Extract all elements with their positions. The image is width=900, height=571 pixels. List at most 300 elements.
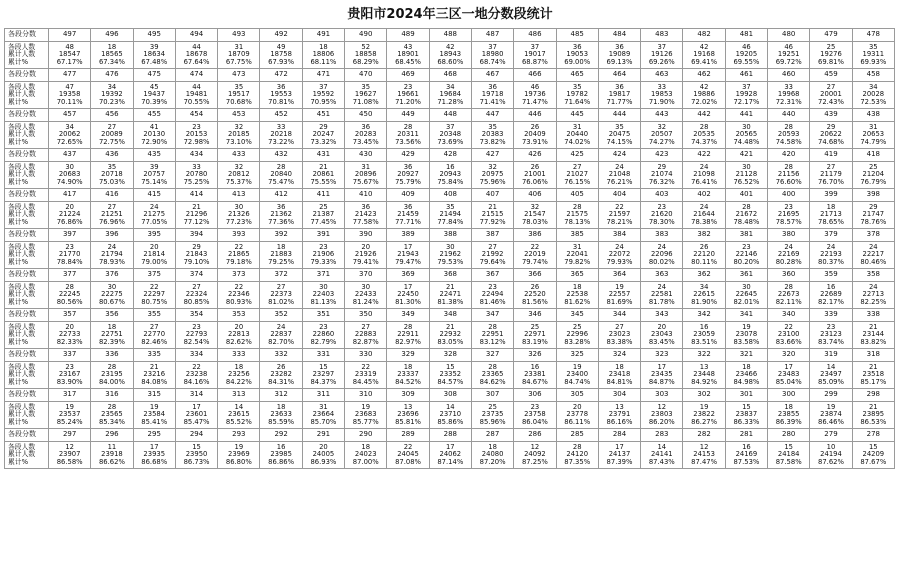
percent-value: 85.86% <box>437 417 464 426</box>
score-cell: 402 <box>683 189 725 202</box>
percent-value: 87.67% <box>860 457 887 466</box>
data-cell <box>514 122 556 149</box>
score-cell: 386 <box>514 229 556 242</box>
percent-value: 77.12% <box>183 217 210 226</box>
data-cell <box>471 362 513 389</box>
data-cell <box>768 162 810 189</box>
cumulative-value: 22932 <box>439 330 462 339</box>
score-cell: 314 <box>175 389 217 402</box>
score-cell: 327 <box>471 349 513 362</box>
score-cell: 480 <box>768 29 810 42</box>
cumulative-value: 23365 <box>481 370 504 379</box>
cumulative-value: 19358 <box>58 90 81 99</box>
percent-value: 74.68% <box>818 137 844 146</box>
data-cell <box>471 322 513 349</box>
percent-value: 73.82% <box>479 137 506 146</box>
data-cell <box>556 162 598 189</box>
count-value: 18 <box>742 362 751 371</box>
percent-value: 87.25% <box>521 457 548 466</box>
cumulative-value: 24169 <box>735 450 758 459</box>
score-cell: 473 <box>218 69 260 82</box>
score-cell: 425 <box>556 149 598 162</box>
percent-value: 77.36% <box>268 217 295 226</box>
count-value: 21 <box>868 322 878 331</box>
count-value: 17 <box>192 402 201 411</box>
data-cell <box>598 42 640 69</box>
score-cell: 352 <box>260 309 302 322</box>
percent-value: 79.47% <box>395 257 421 266</box>
count-value: 27 <box>361 322 371 331</box>
count-value: 19 <box>826 402 836 411</box>
percent-value: 71.64% <box>564 97 591 106</box>
percent-value: 84.52% <box>395 377 421 386</box>
cumulative-value: 19205 <box>735 50 758 59</box>
score-cell: 421 <box>725 149 767 162</box>
percent-value: 79.53% <box>437 257 464 266</box>
cumulative-value: 20861 <box>312 170 335 179</box>
cumulative-value: 21926 <box>354 250 377 259</box>
cumulative-value: 21098 <box>693 170 715 179</box>
count-value: 29 <box>319 122 328 131</box>
percent-value: 75.84% <box>437 177 464 186</box>
cumulative-value: 20185 <box>228 130 250 139</box>
cumulative-value: 20718 <box>101 170 123 179</box>
data-row <box>5 322 895 349</box>
percent-value: 82.33% <box>56 337 83 346</box>
cumulative-value: 23466 <box>735 370 758 379</box>
count-value: 27 <box>615 322 624 331</box>
percent-value: 84.22% <box>225 377 252 386</box>
data-cell <box>852 362 894 389</box>
cumulative-value: 22793 <box>185 330 208 339</box>
cumulative-value: 20028 <box>862 90 885 99</box>
score-cell: 492 <box>260 29 302 42</box>
percent-value: 84.31% <box>268 377 295 386</box>
percent-value: 85.47% <box>183 417 210 426</box>
data-cell <box>556 442 598 469</box>
score-cell: 335 <box>133 349 175 362</box>
count-value: 28 <box>742 202 751 211</box>
cumulative-value: 20153 <box>185 130 208 139</box>
cumulative-value: 23497 <box>820 370 842 379</box>
count-value: 35 <box>445 202 455 211</box>
cumulative-value: 21001 <box>524 170 546 179</box>
percent-value: 70.68% <box>225 97 252 106</box>
percent-value: 69.93% <box>860 57 887 66</box>
cumulative-value: 21794 <box>101 250 123 259</box>
percent-value: 84.16% <box>183 377 210 386</box>
data-cell <box>175 242 217 269</box>
count-value: 35 <box>868 42 878 51</box>
data-cell <box>218 202 260 229</box>
percent-value: 69.26% <box>648 57 675 66</box>
cumulative-value: 23710 <box>439 410 462 419</box>
data-cell <box>218 242 260 269</box>
score-cell: 308 <box>429 389 471 402</box>
count-value: 32 <box>488 162 497 171</box>
count-value: 15 <box>784 442 794 451</box>
percent-value: 78.57% <box>775 217 802 226</box>
count-label: 各段人数 <box>8 122 36 131</box>
data-cell <box>429 402 471 429</box>
count-value: 20 <box>65 322 74 331</box>
cumulative-value: 18565 <box>101 50 123 59</box>
data-cell <box>133 322 175 349</box>
data-cell <box>514 242 556 269</box>
count-value: 42 <box>699 42 709 51</box>
cumulative-value: 22996 <box>566 330 589 339</box>
percent-value: 80.67% <box>98 297 125 306</box>
cumulative-value: 21362 <box>270 210 292 219</box>
cumulative-value: 23078 <box>735 330 758 339</box>
data-cell <box>49 202 91 229</box>
score-cell: 358 <box>852 269 894 282</box>
data-cell <box>302 322 344 349</box>
percent-value: 85.09% <box>818 377 844 386</box>
cumulative-value: 23381 <box>524 370 546 379</box>
cumulative-value: 21713 <box>820 210 842 219</box>
count-value: 18 <box>615 362 624 371</box>
score-row <box>5 109 895 122</box>
cumulative-value: 23803 <box>650 410 673 419</box>
count-value: 21 <box>445 322 455 331</box>
data-cell <box>218 82 260 109</box>
score-cell: 451 <box>302 109 344 122</box>
count-value: 27 <box>107 202 117 211</box>
cumulative-value: 23615 <box>228 410 250 419</box>
cumulative-value: 20975 <box>481 170 504 179</box>
data-cell <box>260 322 302 349</box>
cumulative-value: 24092 <box>524 450 546 459</box>
data-cell <box>598 282 640 309</box>
score-cell: 298 <box>852 389 894 402</box>
data-cell <box>641 42 683 69</box>
cumulative-value: 22951 <box>481 330 504 339</box>
score-cell: 292 <box>260 429 302 442</box>
cumulative-value: 22120 <box>693 250 715 259</box>
count-value: 28 <box>107 402 117 411</box>
count-value: 24 <box>657 242 667 251</box>
data-cell <box>641 402 683 429</box>
data-cell <box>810 42 852 69</box>
cumulative-value: 23448 <box>693 370 715 379</box>
score-cell: 471 <box>302 69 344 82</box>
data-cell <box>218 282 260 309</box>
score-cell: 324 <box>598 349 640 362</box>
count-value: 37 <box>488 42 497 51</box>
score-label: 各段分数 <box>5 389 49 402</box>
percent-value: 86.20% <box>648 417 675 426</box>
score-cell: 406 <box>514 189 556 202</box>
percent-value: 81.90% <box>691 297 718 306</box>
data-cell <box>514 82 556 109</box>
score-cell: 374 <box>175 269 217 282</box>
score-cell: 279 <box>810 429 852 442</box>
score-cell: 497 <box>49 29 91 42</box>
score-cell: 448 <box>429 109 471 122</box>
data-cell <box>218 42 260 69</box>
cumulative-value: 20440 <box>566 130 589 139</box>
score-cell: 344 <box>598 309 640 322</box>
count-value: 25 <box>868 162 878 171</box>
cumulative-value: 21843 <box>185 250 208 259</box>
count-value: 19 <box>65 402 74 411</box>
data-cell <box>49 282 91 309</box>
score-cell: 481 <box>725 29 767 42</box>
data-cell <box>725 242 767 269</box>
score-cell: 405 <box>556 189 598 202</box>
cumulative-value: 24194 <box>820 450 842 459</box>
score-cell: 427 <box>471 149 513 162</box>
score-cell: 484 <box>598 29 640 42</box>
data-cell <box>852 162 894 189</box>
count-value: 11 <box>107 442 117 451</box>
percent-value: 84.81% <box>606 377 633 386</box>
percent-value: 75.55% <box>310 177 337 186</box>
cumulative-value: 19853 <box>650 90 673 99</box>
score-cell: 307 <box>471 389 513 402</box>
count-value: 17 <box>403 242 413 251</box>
percent-value: 72.17% <box>733 97 760 106</box>
score-cell: 398 <box>852 189 894 202</box>
cumulative-value: 23400 <box>566 370 589 379</box>
percent-value: 67.48% <box>141 57 168 66</box>
data-cell <box>345 42 387 69</box>
score-cell: 493 <box>218 29 260 42</box>
data-cell <box>429 442 471 469</box>
count-label: 各段人数 <box>8 162 36 171</box>
percent-value: 78.13% <box>564 217 591 226</box>
score-cell: 343 <box>641 309 683 322</box>
score-cell: 382 <box>683 229 725 242</box>
cumulative-value: 20535 <box>693 130 715 139</box>
score-cell: 318 <box>852 349 894 362</box>
count-value: 30 <box>742 162 751 171</box>
count-value: 27 <box>107 122 117 131</box>
data-row <box>5 282 895 309</box>
score-cell: 426 <box>514 149 556 162</box>
percent-value: 78.93% <box>98 257 125 266</box>
cumulative-value: 23985 <box>270 450 292 459</box>
data-cell <box>598 242 640 269</box>
data-cell <box>302 82 344 109</box>
cumulative-value: 22713 <box>862 290 885 299</box>
count-value: 17 <box>784 362 794 371</box>
score-cell: 445 <box>556 109 598 122</box>
percent-value: 81.24% <box>352 297 379 306</box>
count-value: 24 <box>107 242 117 251</box>
cumulative-value: 21179 <box>820 170 842 179</box>
count-value: 22 <box>403 442 413 451</box>
count-value: 46 <box>742 42 751 51</box>
cumulative-value: 23791 <box>608 410 631 419</box>
cumulative-value: 22346 <box>228 290 250 299</box>
percent-value: 79.25% <box>268 257 295 266</box>
data-cell <box>429 322 471 349</box>
data-cell <box>218 322 260 349</box>
percent-value: 79.41% <box>352 257 379 266</box>
cumulative-value: 21962 <box>439 250 462 259</box>
cumulative-value: 23238 <box>185 370 208 379</box>
cumulative-value: 18806 <box>312 50 335 59</box>
data-row <box>5 202 895 229</box>
cumulative-value: 21128 <box>735 170 758 179</box>
count-value: 37 <box>657 42 667 51</box>
data-cell <box>49 162 91 189</box>
count-value: 46 <box>530 82 540 91</box>
cumulative-value: 22645 <box>735 290 758 299</box>
score-cell: 431 <box>302 149 344 162</box>
data-cell <box>768 282 810 309</box>
cumulative-label: 累计人数 <box>8 210 36 219</box>
percent-value: 86.46% <box>818 417 844 426</box>
cumulative-value: 22581 <box>650 290 673 299</box>
data-cell <box>260 202 302 229</box>
cumulative-value: 19168 <box>693 50 715 59</box>
score-cell: 433 <box>218 149 260 162</box>
score-cell: 446 <box>514 109 556 122</box>
count-value: 36 <box>361 202 371 211</box>
data-cell <box>302 282 344 309</box>
data-cell <box>387 282 429 309</box>
count-value: 21 <box>319 162 328 171</box>
count-value: 42 <box>445 42 455 51</box>
score-cell: 287 <box>471 429 513 442</box>
score-cell: 475 <box>133 69 175 82</box>
count-label: 各段人数 <box>8 402 36 411</box>
score-cell: 401 <box>725 189 767 202</box>
score-cell: 412 <box>260 189 302 202</box>
count-value: 29 <box>657 162 667 171</box>
data-cell <box>49 322 91 349</box>
score-cell: 348 <box>429 309 471 322</box>
data-cell <box>49 82 91 109</box>
percent-value: 82.11% <box>775 297 802 306</box>
row-labels <box>5 242 49 269</box>
cumulative-value: 22689 <box>820 290 842 299</box>
score-cell: 495 <box>133 29 175 42</box>
data-cell <box>429 362 471 389</box>
score-cell: 430 <box>345 149 387 162</box>
cumulative-value: 21515 <box>481 210 504 219</box>
data-cell <box>49 362 91 389</box>
data-cell <box>471 282 513 309</box>
cumulative-value: 21547 <box>524 210 546 219</box>
score-cell: 491 <box>302 29 344 42</box>
percent-value: 78.48% <box>733 217 760 226</box>
data-cell <box>175 402 217 429</box>
count-value: 34 <box>445 82 455 91</box>
score-cell: 459 <box>810 69 852 82</box>
count-value: 32 <box>657 122 667 131</box>
percent-value: 83.82% <box>860 337 887 346</box>
score-cell: 302 <box>683 389 725 402</box>
count-value: 36 <box>403 202 413 211</box>
percent-value: 87.39% <box>606 457 633 466</box>
data-cell <box>683 242 725 269</box>
data-cell <box>852 242 894 269</box>
count-value: 19 <box>361 402 371 411</box>
cumulative-value: 23282 <box>270 370 292 379</box>
cumulative-value: 20757 <box>143 170 166 179</box>
count-value: 28 <box>784 162 794 171</box>
cumulative-value: 24080 <box>481 450 504 459</box>
cumulative-value: 22373 <box>270 290 292 299</box>
cumulative-value: 21672 <box>735 210 758 219</box>
data-cell <box>91 122 133 149</box>
score-cell: 394 <box>175 229 217 242</box>
data-cell <box>260 82 302 109</box>
score-cell: 450 <box>345 109 387 122</box>
cumulative-value: 20812 <box>228 170 250 179</box>
percent-value: 84.00% <box>98 377 125 386</box>
score-cell: 289 <box>387 429 429 442</box>
percent-value: 74.58% <box>775 137 802 146</box>
cumulative-value: 19684 <box>439 90 462 99</box>
score-cell: 483 <box>641 29 683 42</box>
score-cell: 452 <box>260 109 302 122</box>
percent-value: 68.45% <box>395 57 421 66</box>
count-value: 33 <box>276 122 286 131</box>
percent-value: 79.74% <box>521 257 548 266</box>
score-cell: 323 <box>641 349 683 362</box>
percent-value: 71.47% <box>521 97 548 106</box>
score-cell: 334 <box>175 349 217 362</box>
score-cell: 346 <box>514 309 556 322</box>
data-cell <box>175 362 217 389</box>
score-cell: 371 <box>302 269 344 282</box>
cumulative-value: 23633 <box>270 410 292 419</box>
cumulative-label: 累计人数 <box>8 450 36 459</box>
percent-value: 84.98% <box>733 377 760 386</box>
percent-value: 78.21% <box>606 217 633 226</box>
score-cell: 345 <box>556 309 598 322</box>
percent-value: 86.39% <box>775 417 802 426</box>
count-value: 28 <box>107 362 117 371</box>
count-value: 20 <box>572 402 582 411</box>
percent-value: 74.48% <box>733 137 760 146</box>
percent-value: 81.30% <box>395 297 421 306</box>
score-cell: 347 <box>471 309 513 322</box>
score-cell: 420 <box>768 149 810 162</box>
percent-value: 85.17% <box>860 377 887 386</box>
count-value: 34 <box>65 122 74 131</box>
cumulative-value: 21865 <box>228 250 250 259</box>
percent-value: 75.79% <box>395 177 421 186</box>
count-label: 各段人数 <box>8 82 36 91</box>
data-cell <box>260 362 302 389</box>
cumulative-value: 19392 <box>101 90 123 99</box>
data-cell <box>768 402 810 429</box>
count-value: 23 <box>192 122 201 131</box>
cumulative-value: 19481 <box>185 90 208 99</box>
percent-value: 87.08% <box>395 457 421 466</box>
count-value: 45 <box>149 82 159 91</box>
score-cell: 303 <box>641 389 683 402</box>
percent-value: 75.25% <box>183 177 210 186</box>
count-value: 30 <box>742 122 751 131</box>
percent-value: 77.23% <box>225 217 252 226</box>
data-cell <box>133 282 175 309</box>
cumulative-value: 22538 <box>566 290 589 299</box>
count-value: 22 <box>615 202 624 211</box>
percent-value: 75.96% <box>479 177 506 186</box>
percent-value: 85.24% <box>56 417 83 426</box>
cumulative-value: 19251 <box>777 50 800 59</box>
data-cell <box>133 82 175 109</box>
count-value: 32 <box>530 202 540 211</box>
score-cell: 482 <box>683 29 725 42</box>
